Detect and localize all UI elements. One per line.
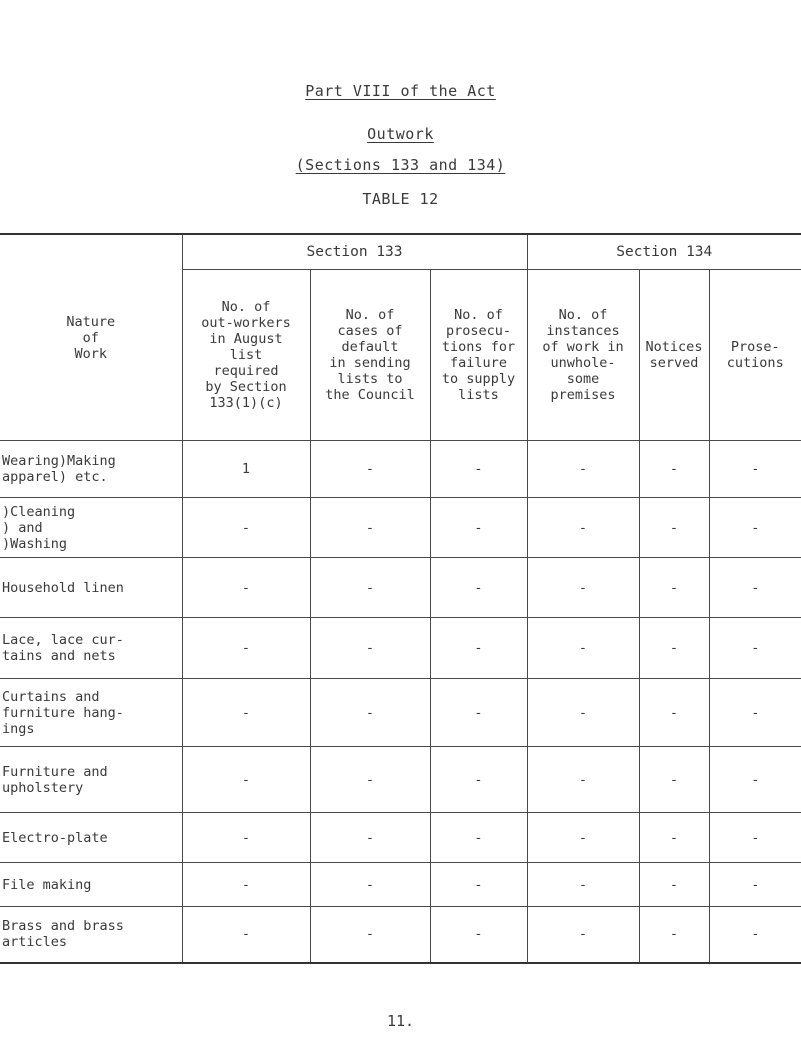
value-cell: - (709, 679, 801, 747)
value-cell: - (639, 498, 709, 558)
column-header-prosecutions-failure: No. of prosecu- tions for failure to supply lists (430, 270, 527, 441)
nature-of-work-cell: File making (0, 863, 182, 907)
outwork-table (0, 233, 801, 964)
value-cell: - (430, 618, 527, 679)
value-cell: - (527, 907, 639, 963)
value-cell: - (430, 441, 527, 498)
table-title: TABLE 12 (362, 190, 439, 208)
table-body (0, 441, 801, 963)
value-cell: - (709, 558, 801, 618)
value-cell: - (430, 863, 527, 907)
value-cell: - (709, 863, 801, 907)
value-cell: - (527, 558, 639, 618)
value-cell: - (639, 813, 709, 863)
value-cell: - (430, 907, 527, 963)
value-cell: - (639, 747, 709, 813)
table-row (0, 747, 801, 813)
value-cell: - (182, 747, 310, 813)
nature-of-work-cell: )Cleaning ) and )Washing (0, 498, 182, 558)
value-cell: - (182, 907, 310, 963)
sections-heading: (Sections 133 and 134) (295, 156, 506, 174)
value-cell: - (527, 441, 639, 498)
page-number: 11. (386, 1012, 415, 1030)
nature-of-work-cell: Electro-plate (0, 813, 182, 863)
value-cell: - (310, 907, 430, 963)
table-row (0, 558, 801, 618)
value-cell: - (430, 679, 527, 747)
nature-of-work-cell: Brass and brass articles (0, 907, 182, 963)
value-cell: - (527, 747, 639, 813)
section-134-header: Section 134 (527, 234, 801, 270)
value-cell: - (310, 813, 430, 863)
value-cell: - (639, 679, 709, 747)
column-header-outworkers: No. of out-workers in August list required by Section 133(1)(c) (182, 270, 310, 441)
value-cell: - (639, 618, 709, 679)
value-cell: - (310, 441, 430, 498)
table-row (0, 498, 801, 558)
value-cell: - (310, 498, 430, 558)
table-row (0, 441, 801, 498)
nature-of-work-cell: Furniture and upholstery (0, 747, 182, 813)
value-cell: - (709, 747, 801, 813)
column-header-unwholesome-instances: No. of instances of work in unwhole- some premises (527, 270, 639, 441)
value-cell: - (310, 558, 430, 618)
column-header-notices-served: Notices served (639, 270, 709, 441)
value-cell: - (182, 498, 310, 558)
value-cell: - (182, 863, 310, 907)
table-row (0, 863, 801, 907)
nature-of-work-cell: Household linen (0, 558, 182, 618)
value-cell: - (639, 558, 709, 618)
value-cell: - (310, 679, 430, 747)
value-cell: - (430, 813, 527, 863)
value-cell: - (527, 679, 639, 747)
value-cell: - (639, 907, 709, 963)
value-cell: - (182, 679, 310, 747)
table-row (0, 679, 801, 747)
value-cell: - (709, 907, 801, 963)
value-cell: - (310, 747, 430, 813)
table-row (0, 813, 801, 863)
value-cell: - (709, 441, 801, 498)
value-cell: - (430, 498, 527, 558)
nature-of-work-cell: Wearing)Making apparel) etc. (0, 441, 182, 498)
value-cell: - (709, 498, 801, 558)
nature-of-work-cell: Curtains and furniture hang- ings (0, 679, 182, 747)
column-header-nature: Nature of Work (0, 234, 182, 441)
section-133-header: Section 133 (182, 234, 527, 270)
value-cell: - (527, 813, 639, 863)
value-cell: - (527, 863, 639, 907)
value-cell: - (310, 863, 430, 907)
table-row (0, 907, 801, 963)
value-cell: - (310, 618, 430, 679)
value-cell: - (182, 813, 310, 863)
outwork-heading: Outwork (367, 125, 434, 143)
table-row (0, 618, 801, 679)
part-heading: Part VIII of the Act (305, 82, 496, 100)
column-header-default-cases: No. of cases of default in sending lists to the Council (310, 270, 430, 441)
value-cell: - (527, 498, 639, 558)
value-cell: - (639, 863, 709, 907)
value-cell: - (527, 618, 639, 679)
value-cell: 1 (182, 441, 310, 498)
value-cell: - (709, 813, 801, 863)
nature-of-work-cell: Lace, lace cur- tains and nets (0, 618, 182, 679)
value-cell: - (182, 618, 310, 679)
value-cell: - (709, 618, 801, 679)
value-cell: - (430, 558, 527, 618)
value-cell: - (639, 441, 709, 498)
column-header-prosecutions: Prose- cutions (709, 270, 801, 441)
value-cell: - (182, 558, 310, 618)
value-cell: - (430, 747, 527, 813)
